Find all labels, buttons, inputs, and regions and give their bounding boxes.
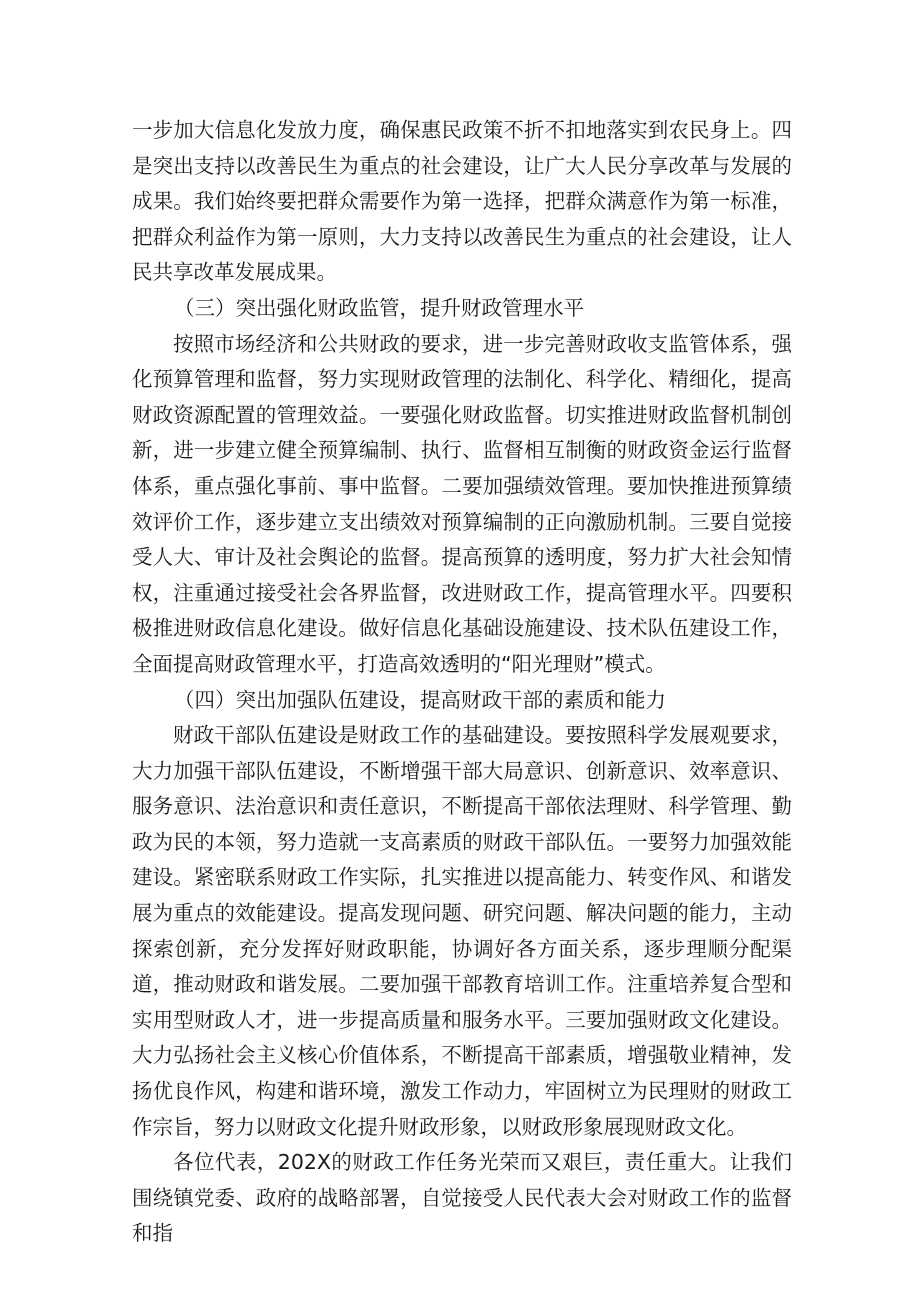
- paragraph-closing: 各位代表，202X的财政工作任务光荣而又艰巨，责任重大。让我们围绕镇党委、政府的战略部署，自觉接受人民代表大会对财政工作的监督和指: [132, 1150, 792, 1246]
- paragraph-fiscal-supervision: 按照市场经济和公共财政的要求，进一步完善财政收支监管体系，强化预算管理和监督，努力实现财政管理的法制化、科学化、精细化，提高财政资源配置的管理效益。一要强化财政监督。切实推进财政监督机制创新，进一步建立健全预算编制、执行、监督相互制衡的财政资金运行监督体系，重点强化事前、事中监督。二要加强绩效管理。要加快推进预算绩效评价工作，逐步建立支出绩效对预算编制的正向激励机制。三要自觉接受人大、审计及社会舆论的监督。提高预算的透明度，努力扩大社会知情权，注重通过接受社会各界监督，改进财政工作，提高管理水平。四要积极推进财政信息化建设。做好信息化基础设施建设、技术队伍建设工作，全面提高财政管理水平，打造高效透明的“阳光理财”模式。: [132, 331, 792, 676]
- paragraph-team-building: 财政干部队伍建设是财政工作的基础建设。要按照科学发展观要求，大力加强干部队伍建设，不断增强干部大局意识、创新意识、效率意识、服务意识、法治意识和责任意识，不断提高干部依法理财、科学管理、勤政为民的本领，努力造就一支高素质的财政干部队伍。一要努力加强效能建设。紧密联系财政工作实际，扎实推进以提高能力、转变作风、和谐发展为重点的效能建设。提高发现问题、研究问题、解决问题的能力，主动探索创新，充分发挥好财政职能，协调好各方面关系，逐步理顺分配渠道，推动财政和谐发展。二要加强干部教育培训工作。注重培养复合型和实用型财政人才，进一步提高质量和服务水平。三要加强财政文化建设。大力弘扬社会主义核心价值体系，不断提高干部素质，增强敬业精神，发扬优良作风，构建和谐环境，激发工作动力，牢固树立为民理财的财政工作宗旨，努力以财政文化提升财政形象，以财政形象展现财政文化。: [132, 723, 792, 1139]
- section-heading-4: （四）突出加强队伍建设，提高财政干部的素质和能力: [174, 687, 666, 712]
- paragraph-social-construction: 一步加大信息化发放力度，确保惠民政策不折不扣地落实到农民身上。四是突出支持以改善民生为重点的社会建设，让广大人民分享改革与发展的成果。我们始终要把群众需要作为第一选择，把群众满意作为第一标准，把群众利益作为第一原则，大力支持以改善民生为重点的社会建设，让人民共享改革发展成果。: [132, 118, 792, 285]
- section-heading-3: （三）突出强化财政监管，提升财政管理水平: [174, 295, 584, 320]
